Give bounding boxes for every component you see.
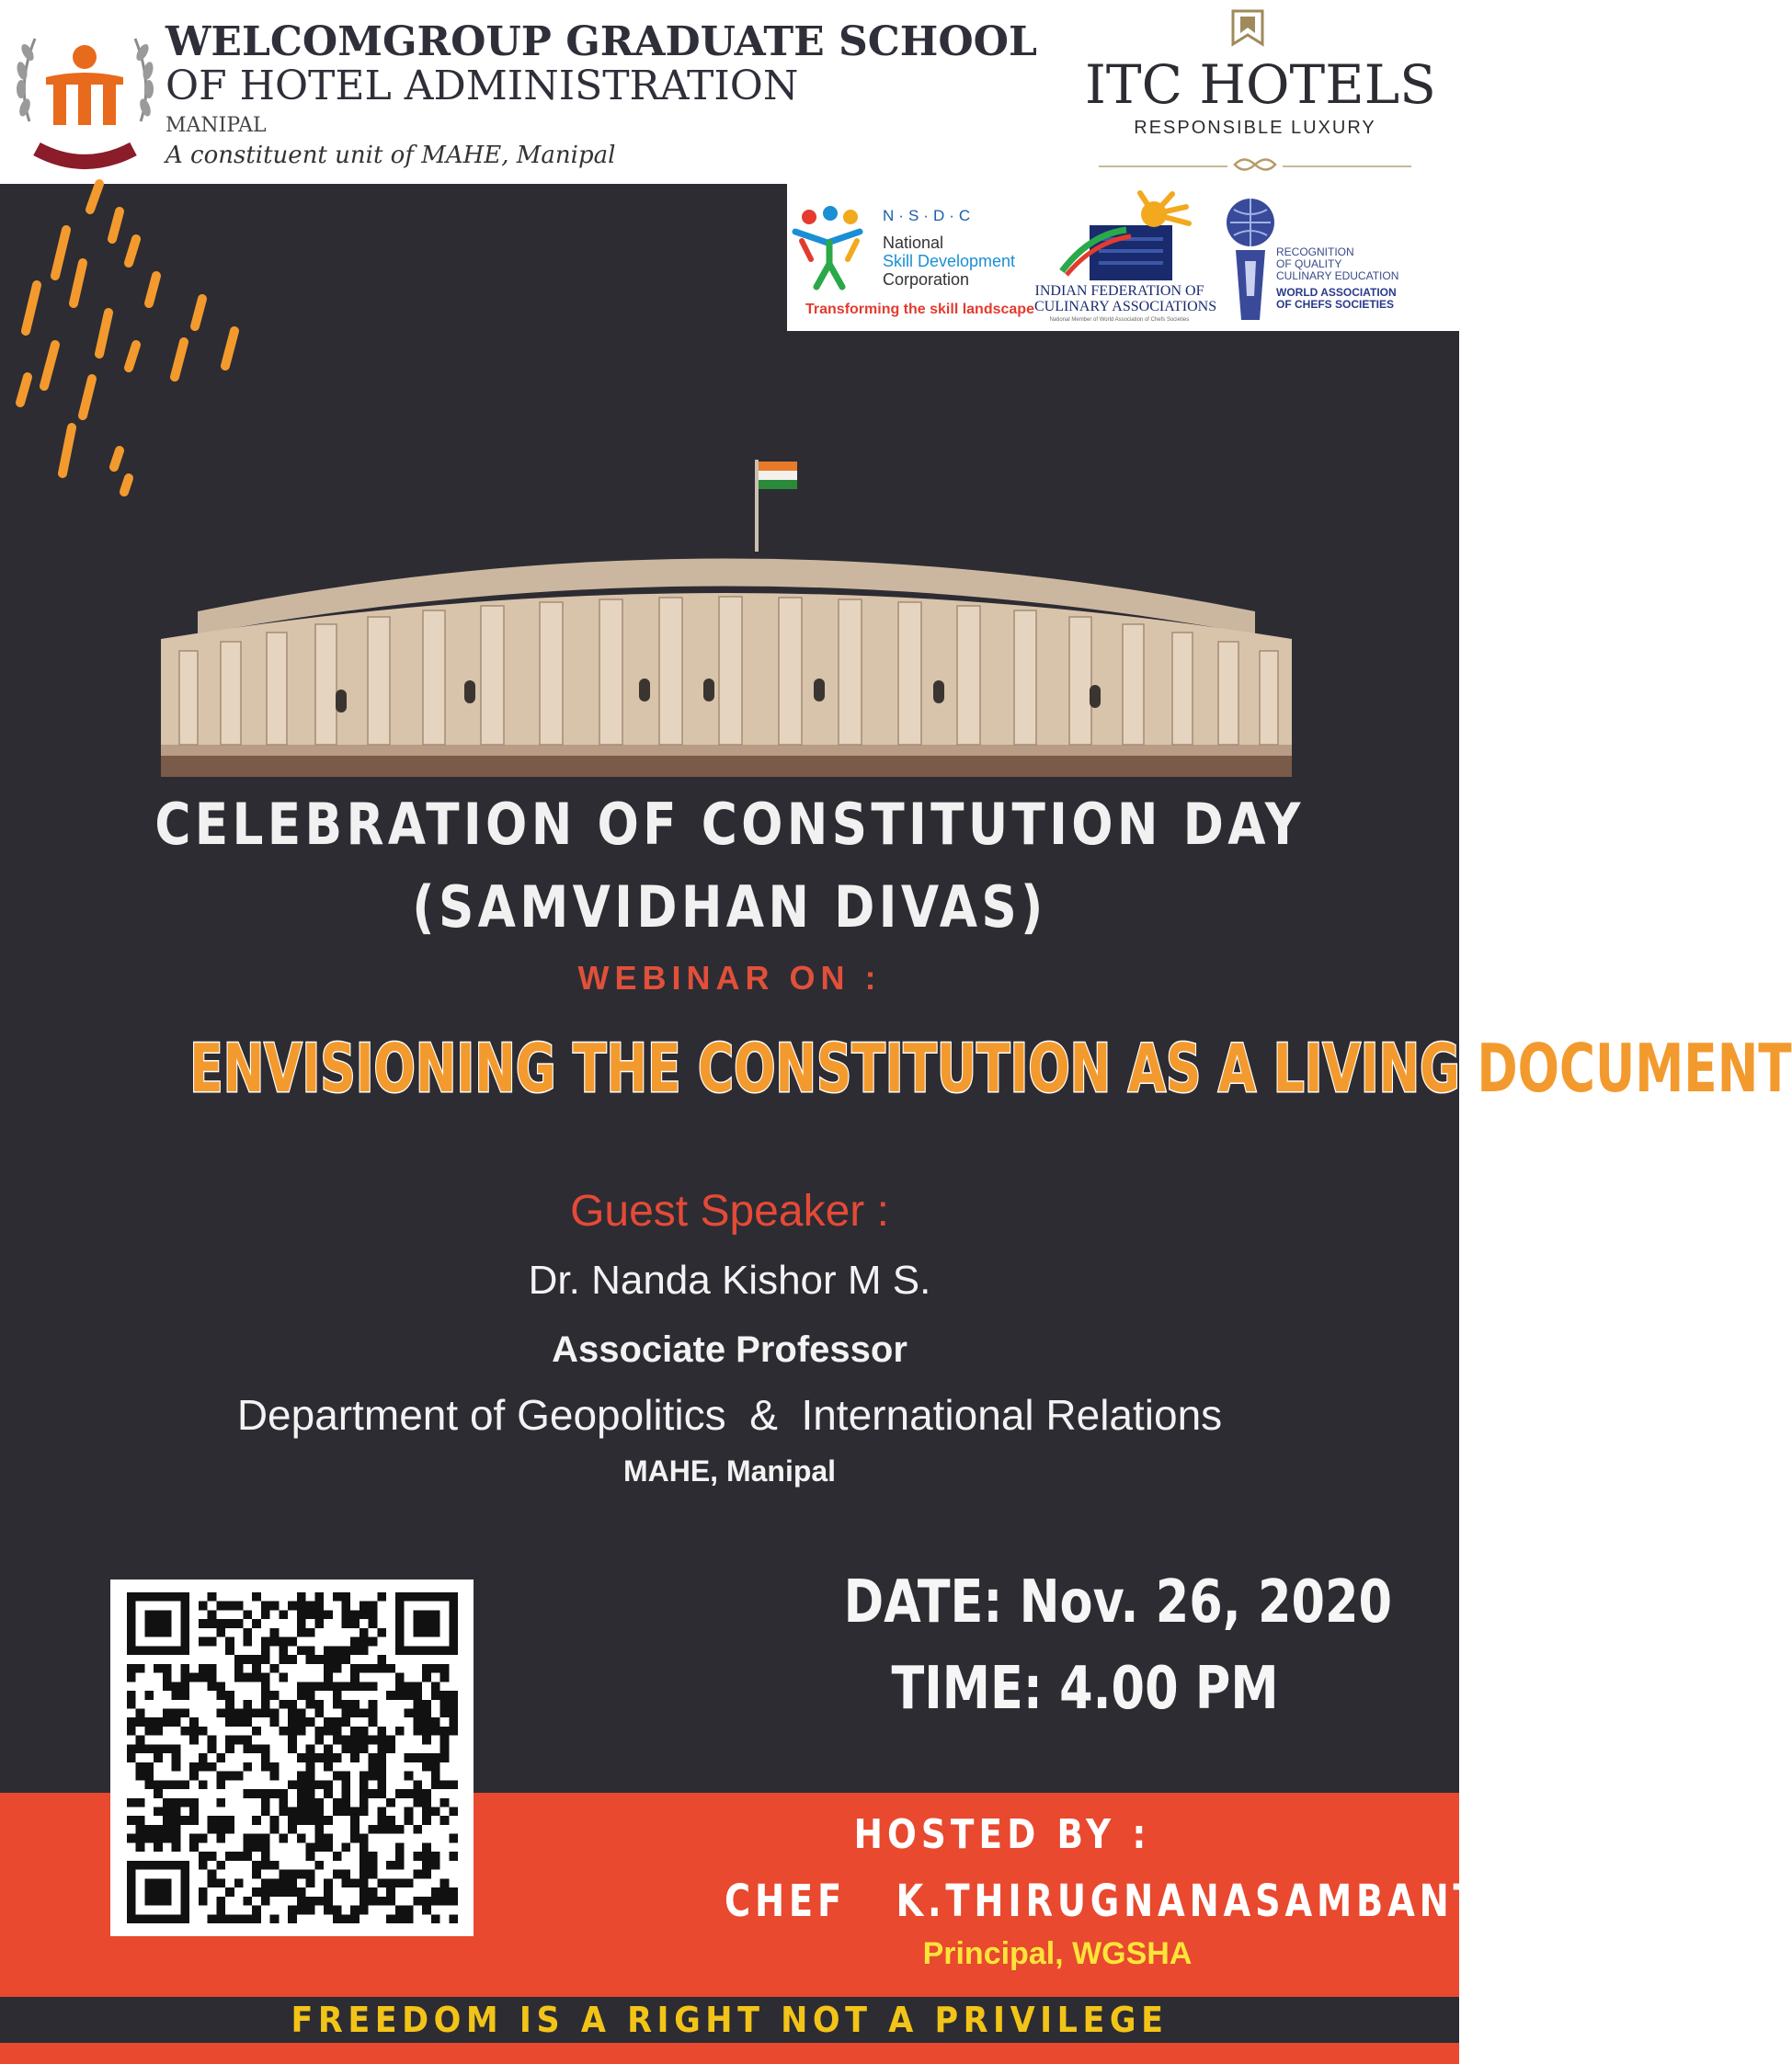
- manipal-emblem-icon: [9, 11, 161, 172]
- nsdc-abbreviation: N·S·D·C: [883, 207, 976, 224]
- webinar-topic: ENVISIONING THE CONSTITUTION AS A LIVING DOCUMENT: [189, 1030, 1792, 1107]
- hosted-by-label: HOSTED BY :: [853, 1811, 1151, 1858]
- wacs-text-line1: RECOGNITION: [1276, 245, 1354, 258]
- itc-ornament-icon: [1227, 153, 1283, 177]
- wacs-text-line3: CULINARY EDUCATION: [1276, 269, 1399, 282]
- speaker-name: Dr. Nanda Kishor M S.: [528, 1258, 931, 1303]
- nsdc-name-line1: National: [883, 234, 944, 252]
- school-name-line1: WELCOMGROUP GRADUATE SCHOOL: [166, 18, 1037, 65]
- school-city: MANIPAL: [166, 114, 267, 137]
- wacs-text-line5: OF CHEFS SOCIETIES: [1276, 298, 1395, 311]
- itc-hotels-mark-icon: [1229, 7, 1266, 49]
- itc-hotels-tagline: RESPONSIBLE LUXURY: [1134, 118, 1376, 138]
- speaker-department: Department of Geopolitics & International Relations: [236, 1391, 1223, 1439]
- ifca-logo-icon: [1053, 188, 1209, 280]
- host-name: CHEF K.THIRUGNANASAMBANTHAM: [725, 1876, 1588, 1927]
- nsdc-figures-icon: [791, 204, 869, 291]
- ifca-name-line2: CULINARY ASSOCIATIONS: [1034, 299, 1217, 314]
- wacs-text-line4: WORLD ASSOCIATION: [1276, 286, 1397, 299]
- nsdc-tagline: Transforming the skill landscape: [805, 302, 1034, 317]
- qr-code-frame[interactable]: [110, 1579, 474, 1936]
- wacs-text-line2: OF QUALITY: [1276, 257, 1342, 270]
- parliament-image: [143, 450, 1310, 781]
- speaker-institution: MAHE, Manipal: [622, 1454, 837, 1488]
- host-role: Principal, WGSHA: [922, 1936, 1193, 1971]
- webinar-label: WEBINAR ON :: [577, 959, 882, 997]
- wacs-badge-icon: [1223, 195, 1278, 324]
- guest-speaker-label: Guest Speaker :: [570, 1187, 889, 1236]
- school-affiliation: A constituent unit of MAHE, Manipal: [166, 142, 616, 169]
- bottom-strip: [0, 2043, 1459, 2064]
- event-title-line1: CELEBRATION OF CONSTITUTION DAY: [154, 791, 1305, 858]
- qr-code[interactable]: [127, 1592, 458, 1923]
- ifca-subtitle: National Member of World Association of Chefs Societies: [1049, 317, 1190, 323]
- speaker-designation: Associate Professor: [552, 1329, 907, 1370]
- motto-text: FREEDOM IS A RIGHT NOT A PRIVILEGE: [291, 2000, 1169, 2040]
- event-time: TIME: 4.00 PM: [891, 1655, 1279, 1723]
- nsdc-name-line3: Corporation: [883, 270, 970, 289]
- ifca-name-line1: INDIAN FEDERATION OF: [1034, 283, 1204, 299]
- itc-hotels-name: ITC HOTELS: [1085, 53, 1436, 116]
- event-title-line2: (SAMVIDHAN DIVAS): [412, 873, 1047, 941]
- event-date: DATE: Nov. 26, 2020: [843, 1568, 1393, 1636]
- ifca-name: [1034, 283, 1217, 314]
- nsdc-name-line2: Skill Development: [883, 252, 1016, 270]
- school-name-line2: OF HOTEL ADMINISTRATION: [166, 63, 799, 109]
